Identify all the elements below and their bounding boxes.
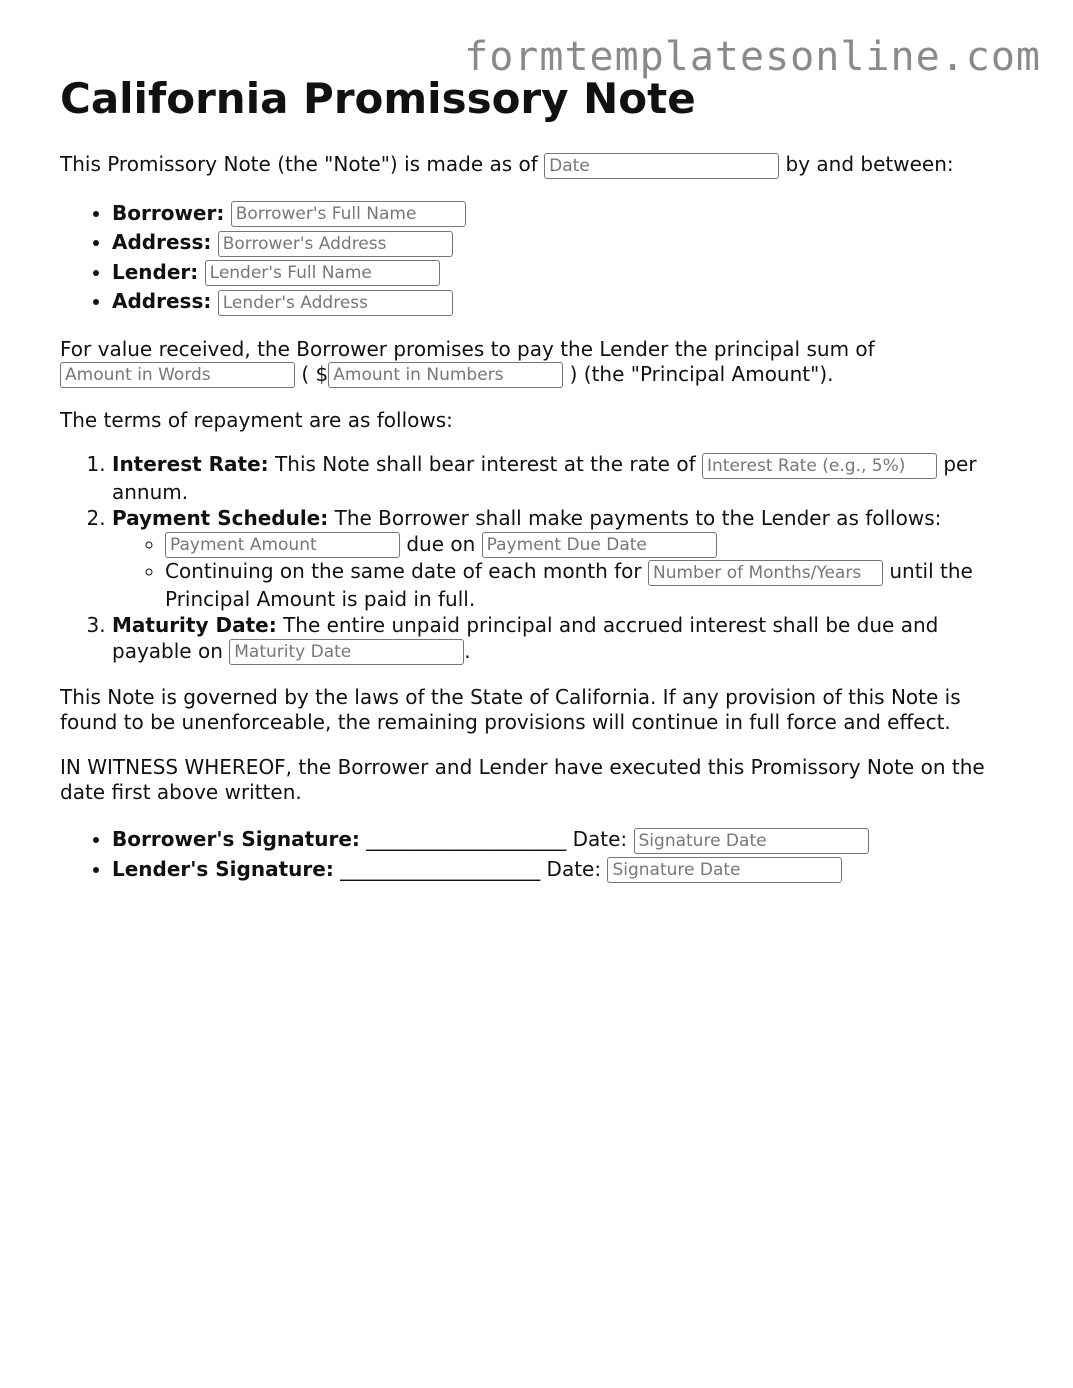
terms-intro: The terms of repayment are as follows: [60,408,453,433]
principal-mid-text: ( $ [301,361,329,386]
maturity-date-field[interactable] [229,639,464,665]
lender-signature-label: Lender's Signature: [112,856,334,881]
until-text: until the Principal Amount is paid in full. [165,559,973,611]
principal-text-before: For value received, the Borrower promises to pay the Lender the principal sum of [60,336,875,361]
maturity-date-text: The entire unpaid principal and accrued interest shall be due and payable on [112,612,939,663]
lender-date-label: Date: [546,856,602,881]
borrower-name-field[interactable] [231,201,466,227]
list-item [112,505,1020,612]
principal-paragraph [60,337,1020,389]
maturity-date-after: . [464,638,471,663]
payment-schedule-label: Payment Schedule: [112,505,329,530]
payment-due-date-field[interactable] [482,532,717,558]
principal-text-after: ) (the "Principal Amount"). [569,361,834,386]
signatures-list [60,825,1020,884]
interest-rate-label: Interest Rate: [112,452,269,477]
lender-address-field[interactable] [218,290,453,316]
amount-words-field[interactable] [60,362,295,388]
due-on-text: due on [406,531,476,556]
witness-paragraph: IN WITNESS WHEREOF, the Borrower and Lender have executed this Promissory Note on the date first above written. [60,755,985,805]
lender-label: Lender: [112,259,199,284]
borrower-signature-line: ____________________ [366,827,567,852]
list-item [112,825,1020,855]
amount-numbers-field[interactable] [328,362,563,388]
list-item [112,451,1020,505]
page-title: California Promissory Note [60,74,696,123]
interest-rate-after: per annum. [112,452,977,504]
list-item [165,531,1020,559]
intro-paragraph [60,152,1020,179]
borrower-label: Borrower: [112,200,225,225]
list-item [112,855,1020,885]
maturity-date-label: Maturity Date: [112,612,277,637]
payment-schedule-text: The Borrower shall make payments to the Lender as follows: [334,505,942,530]
number-of-months-field[interactable] [648,560,883,586]
borrower-date-label: Date: [572,827,628,852]
document-body [60,74,1020,884]
payment-schedule-sublist [112,531,1020,612]
borrower-signature-date-field[interactable] [634,828,869,854]
payment-amount-field[interactable] [165,532,400,558]
parties-list [60,199,1020,317]
lender-signature-line: ____________________ [340,856,541,881]
intro-text-after: by and between: [785,152,954,177]
list-item [112,612,1020,666]
terms-list [60,451,1020,665]
lender-signature-date-field[interactable] [607,857,842,883]
list-item [112,228,1020,258]
list-item [112,258,1020,288]
governing-law-paragraph: This Note is governed by the laws of the State of California. If any provision of this Note is found to be unenforceable, the remaining provisions will continue in full force and effect. [60,685,961,735]
borrower-signature-label: Borrower's Signature: [112,827,360,852]
list-item [165,558,1020,612]
continuing-text: Continuing on the same date of each month for [165,559,642,584]
interest-rate-field[interactable] [702,453,937,479]
lender-address-label: Address: [112,289,212,314]
lender-name-field[interactable] [205,260,440,286]
watermark: formtemplatesonline.com [464,34,1041,80]
note-date-field[interactable] [544,153,779,179]
list-item [112,199,1020,229]
interest-rate-text: This Note shall bear interest at the rate of [275,452,696,477]
borrower-address-field[interactable] [218,231,453,257]
borrower-address-label: Address: [112,230,212,255]
list-item [112,287,1020,317]
intro-text-before: This Promissory Note (the "Note") is made as of [60,152,538,177]
